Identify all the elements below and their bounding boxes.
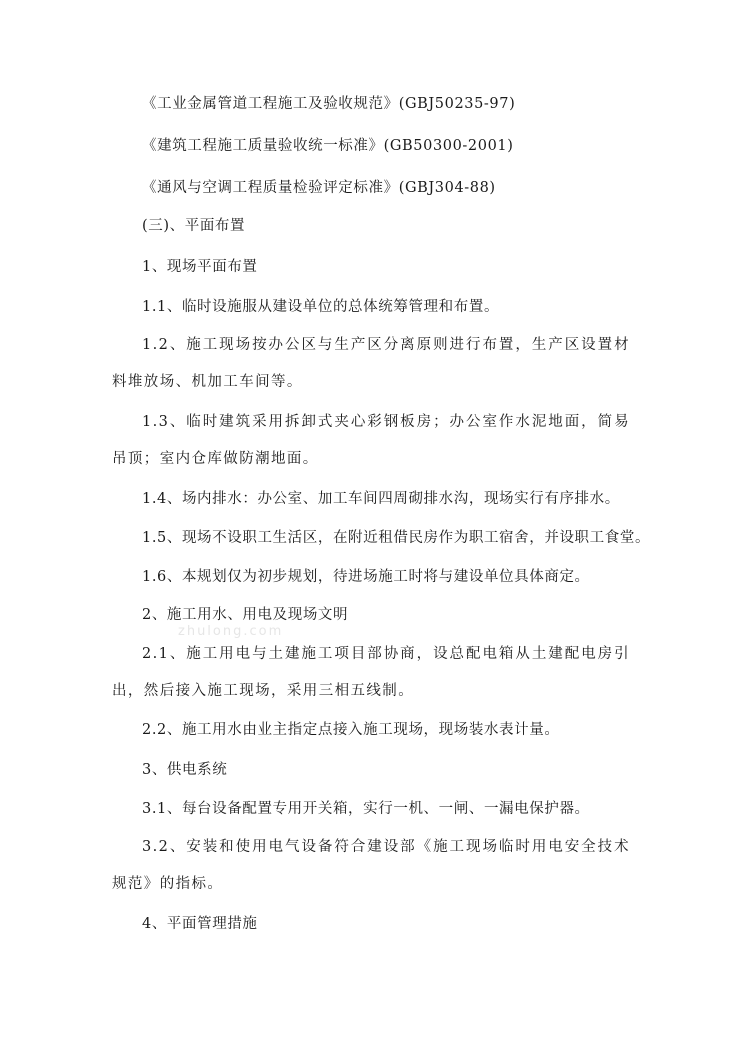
subsection-heading-water-power: 2、施工用水、用电及现场文明 bbox=[142, 607, 349, 623]
section-heading-layout: (三)、平面布置 bbox=[142, 218, 246, 234]
paragraph-2-1: 2.1、施工用电与土建施工项目部协商，设总配电箱从土建配电房引出，然后接入施工现场，采用三相五线制。 bbox=[112, 646, 630, 699]
paragraph-1-1: 1.1、临时设施服从建设单位的总体统筹管理和布置。 bbox=[142, 299, 500, 315]
paragraph-1-6: 1.6、本规划仅为初步规划，待进场施工时将与建设单位具体商定。 bbox=[142, 569, 590, 585]
standard-reference-gb50300: 《建筑工程施工质量验收统一标准》(GB50300-2001) bbox=[142, 138, 514, 154]
paragraph-1-2: 1.2、施工现场按办公区与生产区分离原则进行布置，生产区设置材料堆放场、机加工车间等。 bbox=[112, 337, 630, 390]
paragraph-3-1: 3.1、每台设备配置专用开关箱，实行一机、一闸、一漏电保护器。 bbox=[142, 801, 590, 817]
subsection-heading-management: 4、平面管理措施 bbox=[142, 916, 258, 932]
standard-reference-gbj304: 《通风与空调工程质量检验评定标准》(GBJ304-88) bbox=[142, 180, 496, 196]
paragraph-1-3: 1.3、临时建筑采用拆卸式夹心彩钢板房；办公室作水泥地面，简易吊顶；室内仓库做防潮地面。 bbox=[112, 414, 630, 467]
subsection-heading-site-layout: 1、现场平面布置 bbox=[142, 259, 258, 275]
standard-reference-gbj50235: 《工业金属管道工程施工及验收规范》(GBJ50235-97) bbox=[142, 96, 516, 112]
paragraph-2-2: 2.2、施工用水由业主指定点接入施工现场，现场装水表计量。 bbox=[142, 722, 560, 738]
subsection-heading-power-supply: 3、供电系统 bbox=[142, 762, 228, 778]
paragraph-3-2: 3.2、安装和使用电气设备符合建设部《施工现场临时用电安全技术规范》的指标。 bbox=[112, 839, 630, 892]
paragraph-1-5: 1.5、现场不设职工生活区，在附近租借民房作为职工宿舍，并设职工食堂。 bbox=[142, 530, 651, 546]
paragraph-1-4: 1.4、场内排水：办公室、加工车间四周砌排水沟，现场实行有序排水。 bbox=[142, 491, 620, 507]
watermark-text: zhulong.com bbox=[178, 624, 284, 639]
